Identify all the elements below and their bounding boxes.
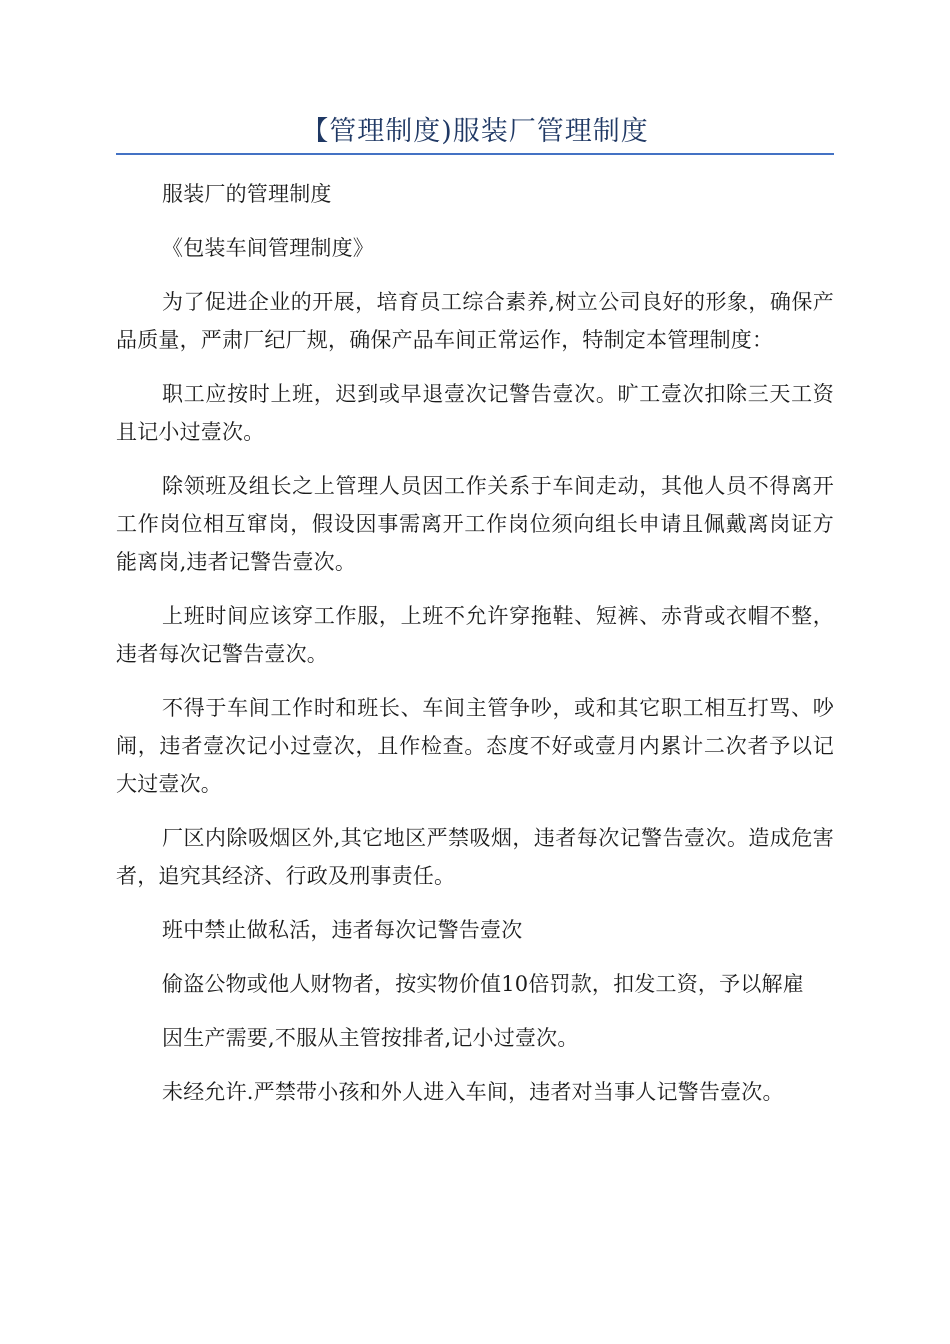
paragraph-rule-post: 除领班及组长之上管理人员因工作关系于车间走动，其他人员不得离开工作岗位相互窜岗，假设因事需离开工作岗位须向组长申请且佩戴离岗证方能离岗,违者记警告壹次。 — [116, 474, 834, 574]
paragraph-rule-private-work: 班中禁止做私活，违者每次记警告壹次 — [162, 918, 523, 942]
paragraph-rule-obedience: 因生产需要,不服从主管按排者,记小过壹次。 — [162, 1026, 579, 1050]
paragraph-rule-theft: 偷盗公物或他人财物者，按实物价值10倍罚款，扣发工资，予以解雇 — [162, 972, 804, 996]
paragraph-rule-smoking: 厂区内除吸烟区外,其它地区严禁吸烟，违者每次记警告壹次。造成危害者，追究其经济、行政及刑事责任。 — [116, 826, 834, 888]
paragraph-rule-conduct: 不得于车间工作时和班长、车间主管争吵，或和其它职工相互打骂、吵闹，违者壹次记小过壹次，且作检查。态度不好或壹月内累计二次者予以记大过壹次。 — [116, 696, 834, 796]
paragraph-intro: 为了促进企业的开展，培育员工综合素养,树立公司良好的形象，确保产品质量，严肃厂纪厂规，确保产品车间正常运作，特制定本管理制度： — [116, 290, 834, 352]
paragraph-heading: 服装厂的管理制度 — [162, 182, 332, 206]
title-underline — [116, 153, 834, 155]
paragraph-subheading: 《包装车间管理制度》 — [162, 236, 374, 260]
document-body — [116, 175, 834, 1127]
paragraph-rule-attendance: 职工应按时上班，迟到或早退壹次记警告壹次。旷工壹次扣除三天工资且记小过壹次。 — [116, 382, 834, 444]
paragraph-rule-visitors: 未经允许.严禁带小孩和外人进入车间，违者对当事人记警告壹次。 — [162, 1080, 784, 1104]
paragraph-rule-uniform: 上班时间应该穿工作服，上班不允许穿拖鞋、短裤、赤背或衣帽不整，违者每次记警告壹次。 — [116, 604, 834, 666]
document-title: 【管理制度)服装厂管理制度 — [301, 116, 649, 147]
